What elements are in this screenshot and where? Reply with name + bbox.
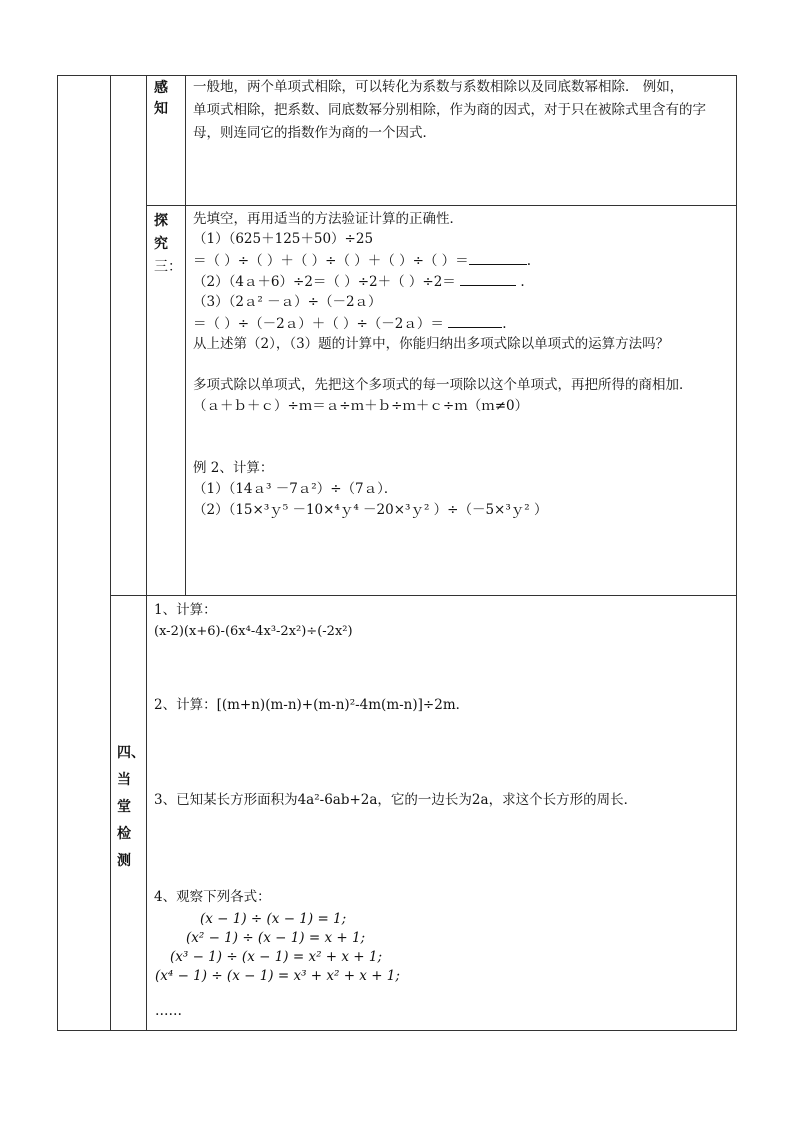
- induction-question: 从上述第（2），（3）题的计算中，你能归纳出多项式除以单项式的运算方法吗？: [193, 336, 670, 352]
- row-divider-2: [110, 595, 737, 596]
- column-divider-1: [110, 75, 111, 1031]
- example-2-part-2: （2）（15×³ｙ⁵ －10×⁴ｙ⁴ －20×³ｙ² ）÷（－5×³ｙ² ）: [193, 502, 548, 518]
- label-char: 堂: [117, 799, 131, 815]
- rule-formula: （ａ＋ｂ＋ｃ）÷ｍ＝ａ÷ｍ＋ｂ÷ｍ＋ｃ÷ｍ（ｍ≠0）: [193, 398, 529, 414]
- section-label-tanjiu: [154, 210, 182, 279]
- label-char: 究: [154, 236, 168, 252]
- answer-blank-1: [469, 250, 527, 265]
- row-divider-1: [146, 205, 737, 206]
- section-label-dangtang-jiance: [117, 740, 145, 875]
- period: .: [526, 253, 531, 269]
- example-2-part-1: （1）（14ａ³ －7ａ²）÷（7ａ）．: [193, 481, 398, 497]
- question-3-fill: [193, 313, 506, 334]
- label-char: 检: [117, 826, 131, 842]
- table-border-left: [57, 75, 58, 1031]
- question-1-fill: [193, 250, 531, 271]
- column-divider-3: [185, 75, 186, 595]
- paragraph-line: 单项式相除，把系数、同底数幂分别相除，作为商的因式，对于只在被除式里含有的字: [193, 102, 706, 118]
- label-char: 知: [154, 101, 168, 117]
- equation-3: (x³ − 1) ÷ (x − 1) = x² + x + 1;: [170, 949, 383, 965]
- problem-4-title: 4、观察下列各式：: [154, 889, 271, 905]
- question-2-text: （2）（4ａ＋6）÷2＝（ ）÷2＋（ ）÷2＝: [193, 274, 456, 290]
- table-border-bottom: [57, 1030, 737, 1031]
- period: .: [520, 274, 525, 290]
- paragraph-line: 母，则连同它的指数作为商的一个因式．: [193, 125, 436, 141]
- label-char: 三：: [154, 259, 182, 275]
- label-char: 当: [117, 772, 131, 788]
- problem-1-expression: (x-2)(x+6)-(6x⁴-4x³-2x²)÷(-2x²): [154, 624, 353, 639]
- column-divider-2: [146, 75, 147, 1031]
- equation-2: (x² − 1) ÷ (x − 1) = x + 1;: [186, 930, 366, 946]
- table-border-right: [736, 75, 737, 1031]
- label-char: 测: [117, 853, 131, 869]
- fill-text: ＝（ ）÷（－2ａ）＋（ ）÷（－2ａ）＝: [193, 316, 444, 332]
- answer-blank-2: [460, 271, 516, 286]
- label-char: 感: [154, 80, 168, 96]
- question-1: （1）（625＋125＋50）÷25: [193, 231, 374, 247]
- example-2-title: 例 2、计算：: [193, 460, 274, 476]
- answer-blank-3: [448, 313, 502, 328]
- period: .: [502, 316, 507, 332]
- paragraph-line: 一般地，两个单项式相除，可以转化为系数与系数相除以及同底数幂相除． 例如，: [193, 79, 684, 95]
- tanjiu-intro: 先填空，再用适当的方法验证计算的正确性．: [193, 211, 463, 227]
- label-char: 探: [154, 213, 168, 229]
- equation-4: (x⁴ − 1) ÷ (x − 1) = x³ + x² + x + 1;: [155, 968, 400, 984]
- question-3: （3）（2ａ² －ａ）÷（－2ａ）: [193, 294, 382, 310]
- question-2: [193, 271, 525, 292]
- equation-1: (x − 1) ÷ (x − 1) = 1;: [200, 911, 347, 927]
- division-rule: 多项式除以单项式，先把这个多项式的每一项除以这个单项式，再把所得的商相加．: [193, 377, 693, 393]
- problem-1-title: 1、计算：: [154, 602, 217, 618]
- ellipsis: ……: [155, 1003, 182, 1019]
- fill-text: ＝（ ）÷（ ）＋（ ）÷（ ）＋（ ）÷（ ）＝: [193, 253, 469, 269]
- label-char: 四、: [117, 745, 145, 761]
- problem-3: 3、已知某长方形面积为4a²-6ab+2a，它的一边长为2a，求这个长方形的周长．: [154, 792, 638, 808]
- section-label-ganzhi: [154, 78, 168, 120]
- ganzhi-paragraph: [193, 76, 733, 145]
- problem-2: 2、计算：[(m+n)(m-n)+(m-n)²-4m(m-n)]÷2m．: [154, 697, 470, 713]
